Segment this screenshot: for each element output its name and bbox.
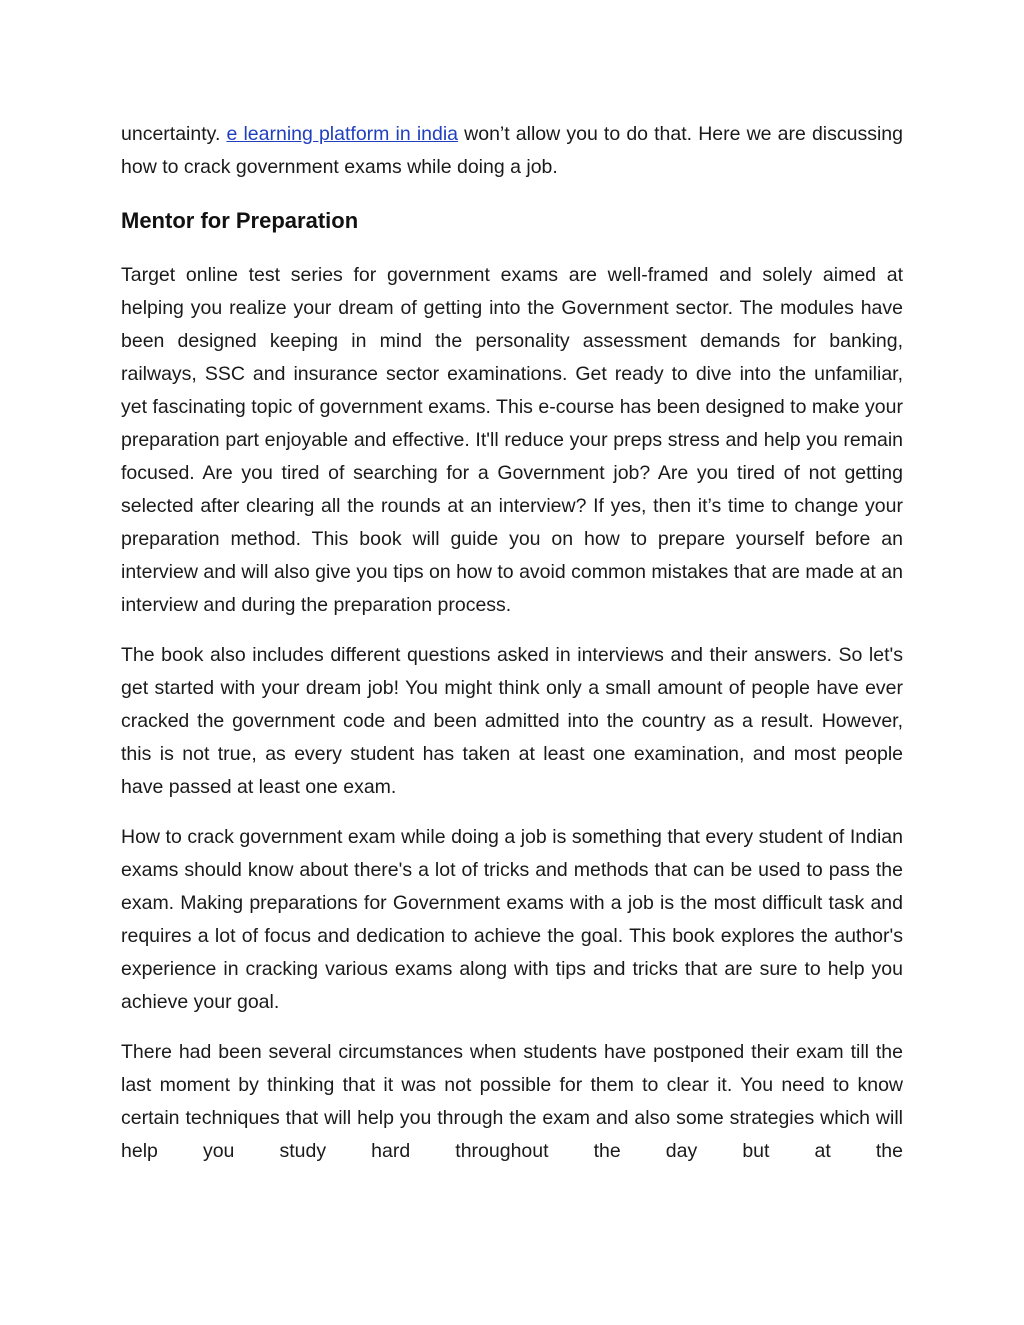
body-paragraph-1: Target online test series for government exams are well-framed and solely aimed at helping you realize your dream of getting into the Government sector. The modules have been designed keeping in mind the personality assessment demands for banking, railways, SSC and insurance sector examinations. Get ready to dive into the unfamiliar, yet fascinating topic of government exams. This e-course has been designed to make your preparation part enjoyable and effective. It'll reduce your preps stress and help you remain focused. Are you tired of searching for a Government job? Are you tired of not getting selected after clearing all the rounds at an interview? If yes, then it’s time to change your preparation method. This book will guide you on how to prepare yourself before an interview and will also give you tips on how to avoid common mistakes that are made at an interview and during the preparation process.	[121, 264, 903, 616]
intro-text-after-link: won’t allow you to do that. Here we are discussing how to crack government exams while doing a job.	[121, 123, 903, 178]
body-paragraph-2: The book also includes different questions asked in interviews and their answers. So let's get started with your dream job! You might think only a small amount of people have ever cracked the government code and been admitted into the country as a result. However, this is not true, as every student has taken at least one examination, and most people have passed at least one exam.	[121, 644, 903, 798]
document-page	[121, 118, 903, 1185]
body-paragraph-4: There had been several circumstances when students have postponed their exam till the last moment by thinking that it was not possible for them to clear it. You need to know certain techniques that will help you through the exam and also some strategies which will help you study hard throughout the day but at the	[121, 1041, 903, 1162]
e-learning-platform-link[interactable]: e learning platform in india	[226, 123, 459, 145]
intro-paragraph	[121, 118, 903, 184]
intro-text-before-link: uncertainty.	[121, 123, 227, 145]
section-heading: Mentor for Preparation	[121, 208, 359, 233]
body-paragraph-3: How to crack government exam while doing a job is something that every student of Indian exams should know about there's a lot of tricks and methods that can be used to pass the exam. Making preparations for Government exams with a job is the most difficult task and requires a lot of focus and dedication to achieve the goal. This book explores the author's experience in cracking various exams along with tips and tricks that are sure to help you achieve your goal.	[121, 826, 903, 1013]
